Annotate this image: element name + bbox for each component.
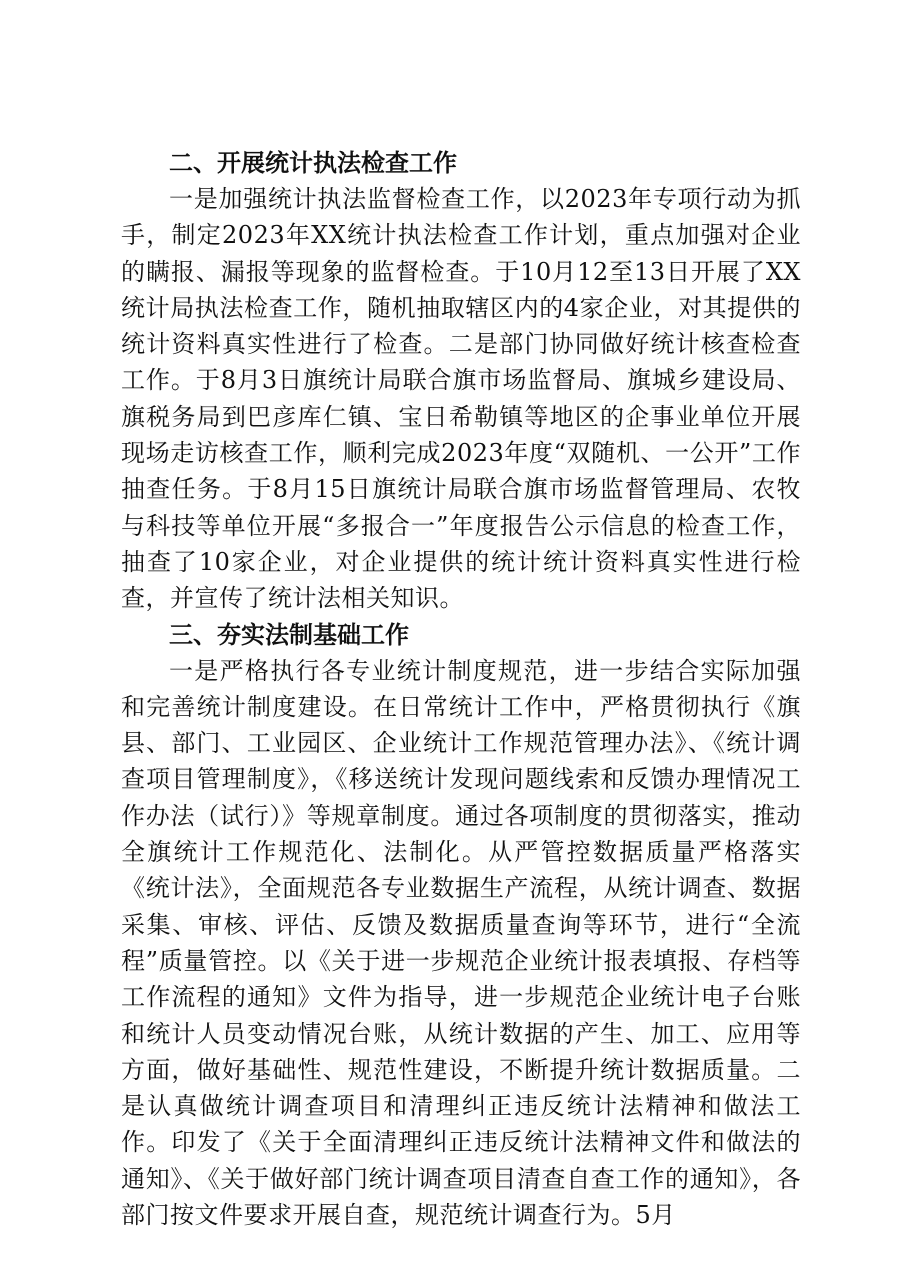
- section-heading-3: 三、夯实法制基础工作: [169, 620, 409, 649]
- section-body-2: 一是加强统计执法监督检查工作，以2023年专项行动为抓手，制定2023年XX统计执法检查工作计划，重点加强对企业的瞒报、漏报等现象的监督检查。于10月12至13日开展了XX统计局执法检查工作，随机抽取辖区内的4家企业，对其提供的统计资料真实性进行了检查。二是部门协同做好统计核查检查工作。于8月3日旗统计局联合旗市场监督局、旗城乡建设局、旗税务局到巴彦库仁镇、宝日希勒镇等地区的企事业单位开展现场走访核查工作，顺利完成2023年度“双随机、一公开”工作抽查任务。于8月15日旗统计局联合旗市场监督管理局、农牧与科技等单位开展“多报合一”年度报告公示信息的检查工作，抽查了10家企业，对企业提供的统计统计资料真实性进行检查，并宣传了统计法相关知识。: [121, 185, 801, 613]
- section-heading-2: 二、开展统计执法检查工作: [169, 149, 457, 177]
- document-page: [121, 145, 801, 1233]
- section-body-3: 一是严格执行各专业统计制度规范，进一步结合实际加强和完善统计制度建设。在日常统计工作中，严格贯彻执行《旗县、部门、工业园区、企业统计工作规范管理办法》、《统计调查项目管理制度》，《移送统计发现问题线索和反馈办理情况工作办法（试行）》等规章制度。通过各项制度的贯彻落实，推动全旗统计工作规范化、法制化。从严管控数据质量严格落实《统计法》，全面规范各专业数据生产流程，从统计调查、数据采集、审核、评估、反馈及数据质量查询等环节，进行“全流程”质量管控。以《关于进一步规范企业统计报表填报、存档等工作流程的通知》文件为指导，进一步规范企业统计电子台账和统计人员变动情况台账，从统计数据的产生、加工、应用等方面，做好基础性、规范性建设，不断提升统计数据质量。二是认真做统计调查项目和清理纠正违反统计法精神和做法工作。印发了《关于全面清理纠正违反统计法精神文件和做法的通知》、《关于做好部门统计调查项目清查自查工作的通知》，各部门按文件要求开展自查，规范统计调查行为。5月: [121, 656, 801, 1230]
